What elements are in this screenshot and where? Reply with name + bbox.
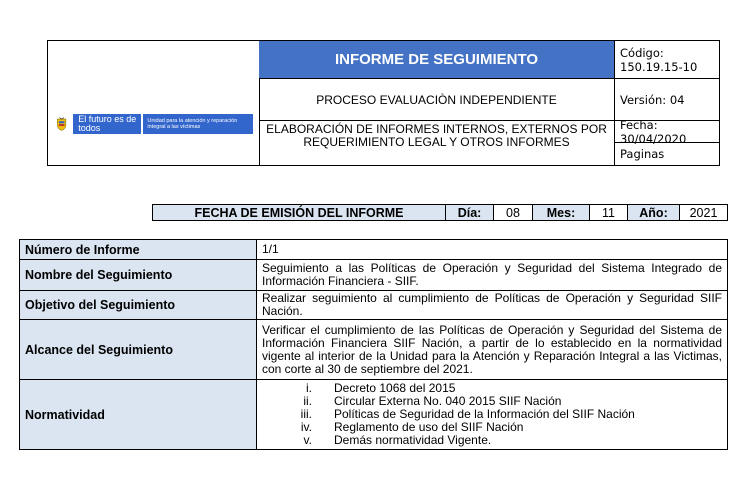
elaboration-text: ELABORACIÓN DE INFORMES INTERNOS, EXTERNOS POR REQUERIMIENTO LEGAL Y OTROS INFORMES	[266, 122, 607, 149]
document-header	[47, 40, 720, 166]
list-item-text: Circular Externa No. 040 2015 SIIF Nación	[334, 394, 562, 408]
list-item-number: iii.	[300, 407, 312, 421]
regulations-list	[262, 382, 722, 447]
regulations-value	[257, 380, 728, 450]
tracking-objective-label: Objetivo del Seguimiento	[20, 291, 257, 320]
year-label: Año:	[628, 205, 680, 220]
list-item	[262, 434, 722, 447]
document-title: INFORME DE SEGUIMIENTO	[259, 41, 614, 79]
emission-date-label: FECHA DE EMISIÓN DEL INFORME	[153, 205, 446, 220]
year-value: 2021	[689, 205, 718, 220]
logo-cell	[48, 41, 260, 165]
tracking-name-value: Seguimiento a las Políticas de Operación y Seguridad del Sistema Integrado de Información Financiera - SIIF.	[257, 260, 728, 291]
tracking-scope-label: Alcance del Seguimiento	[20, 320, 257, 380]
list-item-text: Decreto 1068 del 2015	[334, 381, 456, 395]
day-value: 08	[494, 205, 533, 220]
tracking-objective-value: Realizar seguimiento al cumplimiento de Políticas de Operación y Seguridad SIIF Nación.	[257, 291, 728, 320]
list-item-text: Políticas de Seguridad de la Información del SIIF Nación	[334, 407, 635, 421]
table-row	[20, 320, 728, 380]
list-item	[262, 421, 722, 434]
report-number-label: Número de Informe	[20, 240, 257, 260]
coat-of-arms-icon	[56, 114, 67, 134]
tracking-name-label: Nombre del Seguimiento	[20, 260, 257, 291]
version-field: Versión: 04	[615, 79, 720, 121]
tracking-scope-value: Verificar el cumplimiento de las Políticas de Operación y Seguridad del Sistema de Información Financiera SIIF Nación, a partir de lo establecido en la normatividad vigente al interior de la Unidad para la Atención y Reparación Integral a las Victimas, con corte al 30 de septiembre del 2021.	[257, 320, 728, 380]
table-row	[20, 291, 728, 320]
report-info-table	[19, 239, 728, 450]
emission-date-bar	[152, 204, 728, 221]
logo	[54, 111, 253, 137]
table-row	[20, 260, 728, 291]
month-label: Mes:	[533, 205, 590, 220]
header-right	[614, 41, 720, 165]
list-item-number: ii.	[303, 394, 312, 408]
list-item-text: Reglamento de uso del SIIF Nación	[334, 420, 524, 434]
list-item-text: Demás normatividad Vigente.	[334, 433, 492, 447]
report-number-value: 1/1	[257, 240, 728, 260]
code-field: Código: 150.19.15-10	[615, 41, 720, 79]
list-item-number: iv.	[300, 420, 312, 434]
list-item-number: v.	[303, 433, 312, 447]
header-middle	[259, 41, 614, 165]
month-value: 11	[590, 205, 628, 220]
table-row	[20, 240, 728, 260]
logo-main-text: El futuro es de todos	[73, 114, 141, 134]
day-label: Día:	[446, 205, 494, 220]
process-name: PROCESO EVALUACIÒN INDEPENDIENTE	[259, 79, 614, 121]
pages-field: Paginas	[620, 147, 665, 161]
logo-sub-text: Unidad para la atención y reparación integral a las víctimas	[143, 114, 253, 134]
table-row	[20, 380, 728, 450]
date-field: Fecha: 30/04/2020	[615, 121, 720, 143]
list-item-number: i.	[306, 381, 312, 395]
regulations-label: Normatividad	[20, 380, 257, 450]
